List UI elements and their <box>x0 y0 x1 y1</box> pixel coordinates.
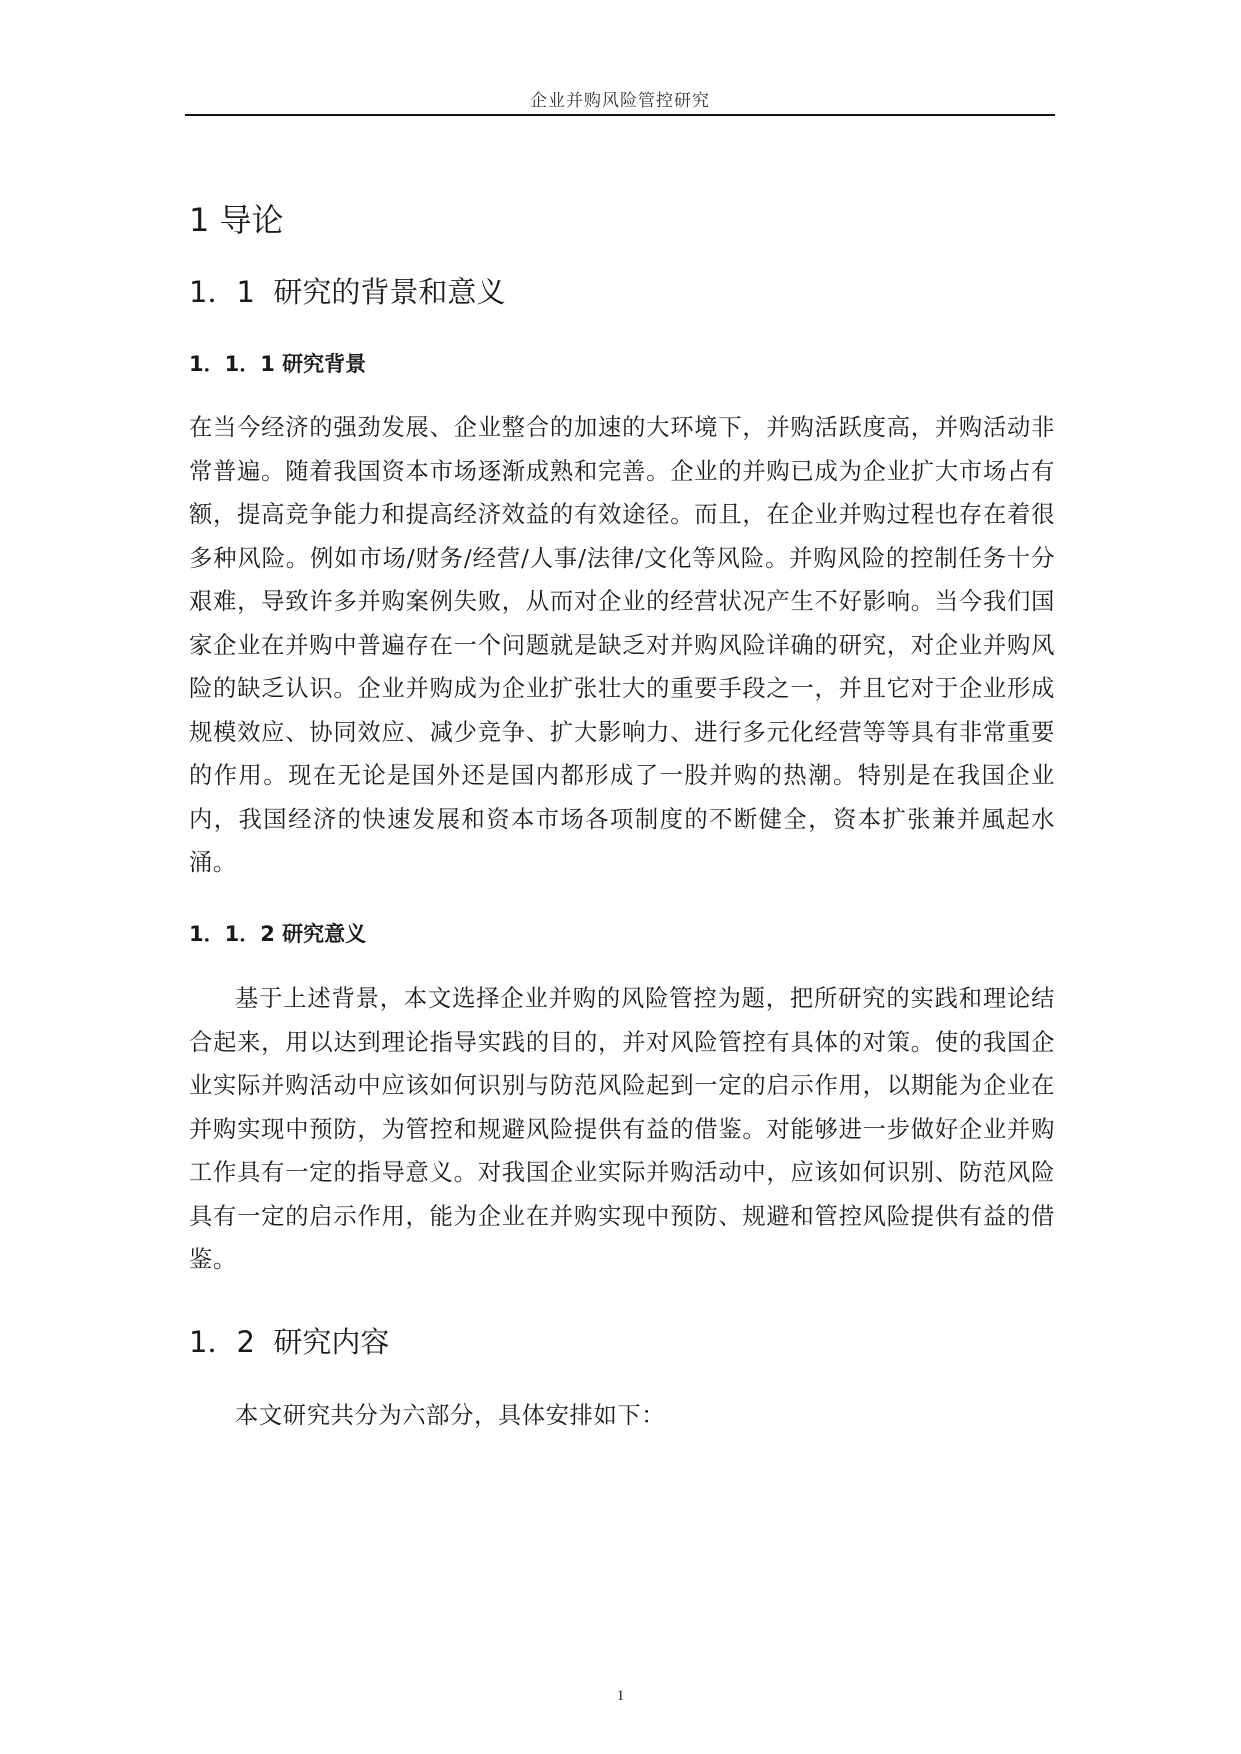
paragraph-research-content-intro: 本文研究共分为六部分，具体安排如下： <box>235 1402 666 1429</box>
running-header: 企业并购风险管控研究 <box>530 91 710 111</box>
chapter-title: 1 导论 <box>189 201 284 239</box>
section-heading-1-1: 1．1 研究的背景和意义 <box>189 275 506 309</box>
paragraph-research-background: 在当今经济的强劲发展、企业整合的加速的大环境下，并购活跃度高，并购活动非常普遍。随着我国资本市场逐渐成熟和完善。企业的并购已成为企业扩大市场占有额，提高竞争能力和提高经济效益的有效途径。而且，在企业并购过程也存在着很多种风险。例如市场/财务/经营/人事/法律/文化等风险。并购风险的控制任务十分艰难，导致许多并购案例失败，从而对企业的经营状况产生不好影响。当今我们国家企业在并购中普遍存在一个问题就是缺乏对并购风险详确的研究，对企业并购风险的缺乏认识。企业并购成为企业扩张壮大的重要手段之一，并且它对于企业形成规模效应、协同效应、减少竞争、扩大影响力、进行多元化经营等等具有非常重要的作用。现在无论是国外还是国内都形成了一股并购的热潮。特别是在我国企业内，我国经济的快速发展和资本市场各项制度的不断健全，资本扩张兼并風起水涌。 <box>189 414 1055 876</box>
section-heading-1-2: 1．2 研究内容 <box>189 1325 390 1359</box>
page-number: 1 <box>616 1688 625 1704</box>
paragraph-research-significance: 基于上述背景，本文选择企业并购的风险管控为题，把所研究的实践和理论结合起来，用以达到理论指导实践的目的，并对风险管控有具体的对策。使的我国企业实际并购活动中应该如何识别与防范风险起到一定的启示作用，以期能为企业在并购实现中预防，为管控和规避风险提供有益的借鉴。对能够进一步做好企业并购工作具有一定的指导意义。对我国企业实际并购活动中，应该如何识别、防范风险具有一定的启示作用，能为企业在并购实现中预防、规避和管控风险提供有益的借鉴。 <box>189 985 1055 1273</box>
subsection-heading-1-1-2: 1．1．2 研究意义 <box>189 922 367 946</box>
header-rule <box>185 114 1055 116</box>
subsection-heading-1-1-1: 1．1．1 研究背景 <box>189 352 367 376</box>
